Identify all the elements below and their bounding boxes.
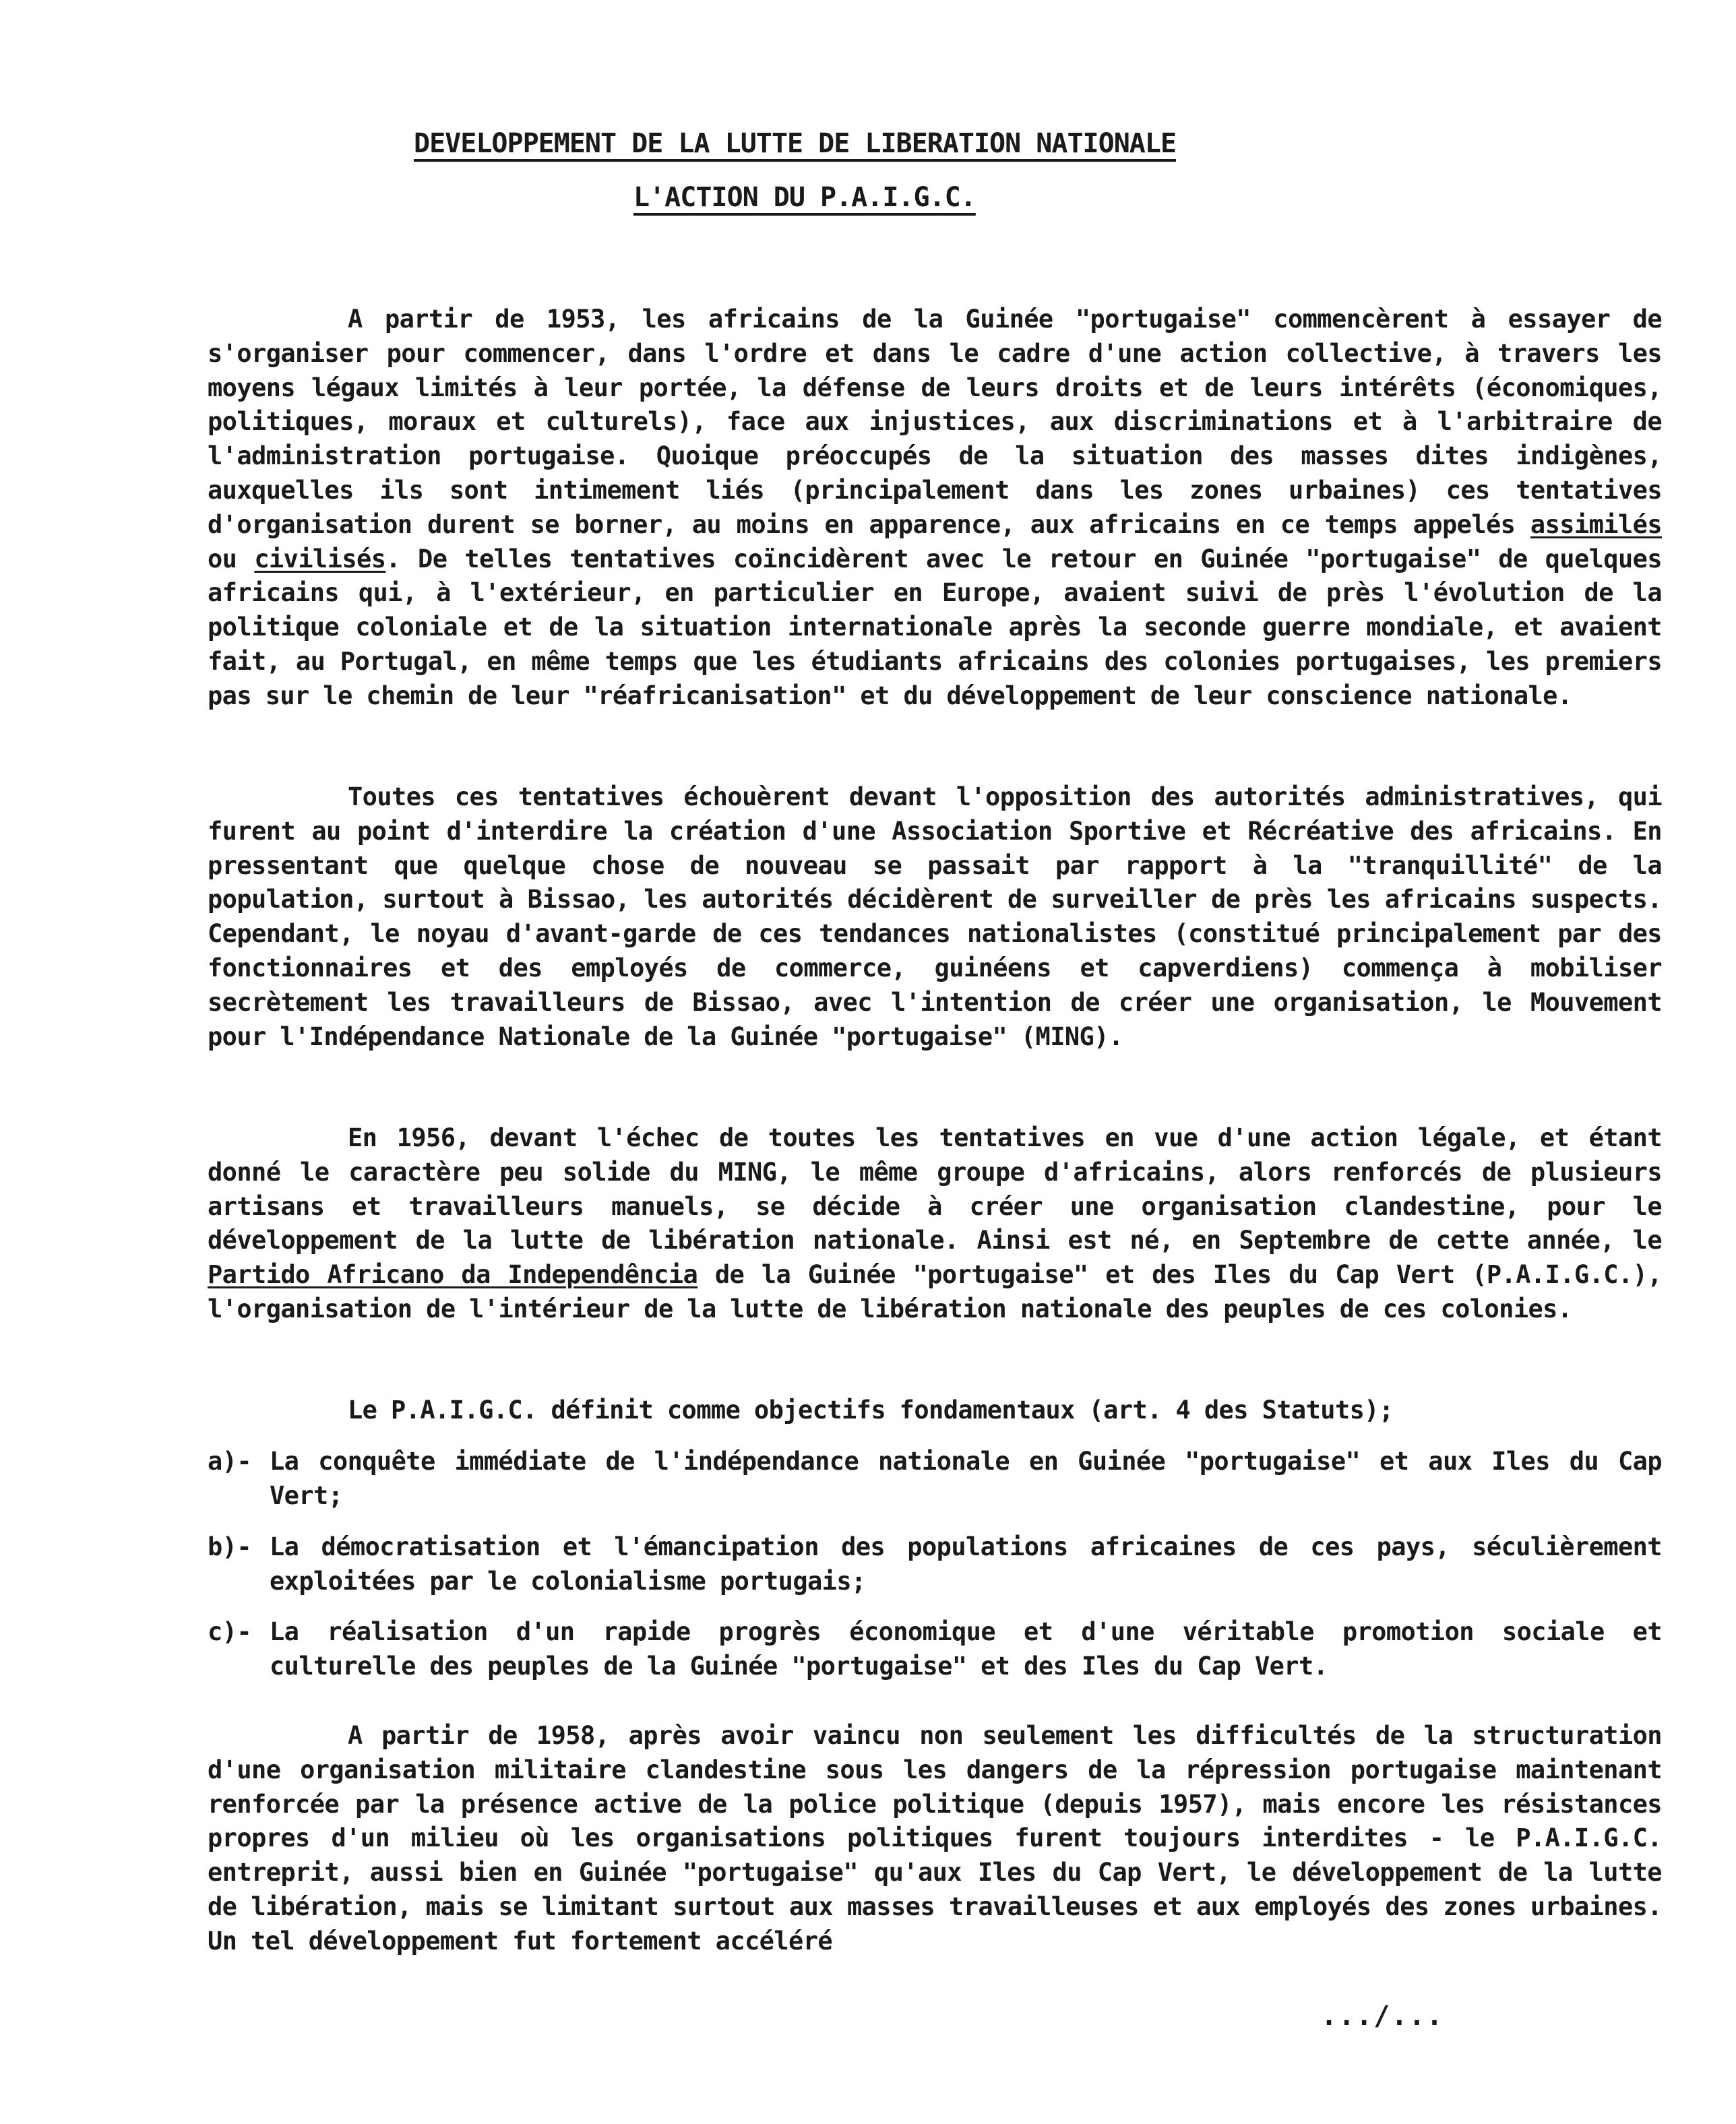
paragraph-3-text-a: En 1956, devant l'échec de toutes les tentatives en vue d'une action légale, et étant donné le caractère peu solide du MING, le même groupe d'africains, alors renforcés de plusieurs artisans et travailleurs manuels, se décide à créer une organisation clandestine, pour le développement de la lutte de libération nationale. Ainsi est né, en Septembre de cette année, le [208, 1123, 1662, 1255]
paragraph-2 [208, 780, 1662, 1054]
party-name: Partido Africano da Independência [208, 1260, 698, 1290]
list-item [208, 1445, 1662, 1513]
list-marker: a)- [208, 1447, 252, 1476]
term-assimiles: assimilés [1530, 509, 1662, 539]
continuation-mark: .../... [1321, 2001, 1444, 2032]
list-text: La démocratisation et l'émancipation des populations africaines de ces pays, séculièrement exploitées par le colonialisme portugais; [270, 1532, 1662, 1596]
paragraph-3 [208, 1121, 1662, 1327]
document-title: DEVELOPPEMENT DE LA LUTTE DE LIBERATION NATIONALE [414, 128, 1177, 159]
paragraph-1-conjunction: ou [208, 544, 237, 573]
list-item [208, 1615, 1662, 1684]
list-text: La conquête immédiate de l'indépendance nationale en Guinée "portugaise" et aux Iles du Cap Vert; [270, 1447, 1662, 1510]
objective-c [208, 1615, 1662, 1684]
list-item [208, 1530, 1662, 1599]
paragraph-5 [208, 1719, 1662, 1959]
paragraph-2-text: Toutes ces tentatives échouèrent devant l'opposition des autorités administratives, qui furent au point d'interdire la création d'une Association Sportive et Récréative des africains. En pressentant que quelque chose de nouveau se passait par rapport à la "tranquillité" de la population, surtout à Bissao, les autorités décidèrent de surveiller de près les africains suspects. Cependant, le noyau d'avant-garde de ces tendances nationalistes (constitué principalement par des fonctionnaires et des employés de commerce, guinéens et capverdiens) commença à mobiliser secrètement les travailleurs de Bissao, avec l'intention de créer une organisation, le Mouvement pour l'Indépendance Nationale de la Guinée "portugaise" (MING). [208, 782, 1662, 1051]
list-marker: c)- [208, 1617, 252, 1646]
paragraph-1 [208, 303, 1662, 714]
list-marker: b)- [208, 1532, 252, 1561]
list-text: La réalisation d'un rapide progrès économique et d'une véritable promotion sociale et culturelle des peuples de la Guinée "portugaise" et des Iles du Cap Vert. [270, 1617, 1662, 1681]
paragraph-4 [208, 1394, 1662, 1428]
paragraph-5-text: A partir de 1958, après avoir vaincu non seulement les difficultés de la structuration d'une organisation militaire clandestine sous les dangers de la répression portugaise maintenant renforcée par la présence active de la police politique (depuis 1957), mais encore les résistances propres d'un milieu où les organisations politiques furent toujours interdites - le P.A.I.G.C. entreprit, aussi bien en Guinée "portugaise" qu'aux Iles du Cap Vert, le développement de la lutte de libération, mais se limitant surtout aux masses travailleuses et aux employés des zones urbaines. Un tel développement fut fortement accéléré [208, 1721, 1662, 1956]
paragraph-1-text-b: . De telles tentatives coïncidèrent avec le retour en Guinée "portugaise" de quelques africains qui, à l'extérieur, en particulier en Europe, avaient suivi de près l'évolution de la politique coloniale et de la situation internationale après la seconde guerre mondiale, et avaient fait, au Portugal, en même temps que les étudiants africains des colonies portugaises, les premiers pas sur le chemin de leur "réafricanisation" et du développement de leur conscience nationale. [208, 544, 1663, 710]
paragraph-3-text-b: de la Guinée "portugaise" et des Iles du Cap Vert (P.A.I.G.C.), l'organisation de l'intérieur de la lutte de libération nationale des peuples de ces colonies. [208, 1260, 1662, 1323]
paragraph-1-text-a: A partir de 1953, les africains de la Guinée "portugaise" commencèrent à essayer de s'organiser pour commencer, dans l'ordre et dans le cadre d'une action collective, à travers les moyens légaux limités à leur portée, la défense de leurs droits et de leurs intérêts (économiques, politiques, moraux et culturels), face aux injustices, aux discriminations et à l'arbitraire de l'administration portugaise. Quoique préoccupés de la situation des masses dites indigènes, auxquelles ils sont intimement liés (principalement dans les zones urbaines) ces tentatives d'organisation durent se borner, au moins en apparence, aux africains en ce temps appelés [208, 305, 1662, 539]
paragraph-4-text: Le P.A.I.G.C. définit comme objectifs fondamentaux (art. 4 des Statuts); [348, 1396, 1394, 1425]
document-subtitle: L'ACTION DU P.A.I.G.C. [633, 182, 976, 213]
objective-a [208, 1445, 1662, 1513]
term-civilises: civilisés [254, 544, 386, 573]
objective-b [208, 1530, 1662, 1599]
